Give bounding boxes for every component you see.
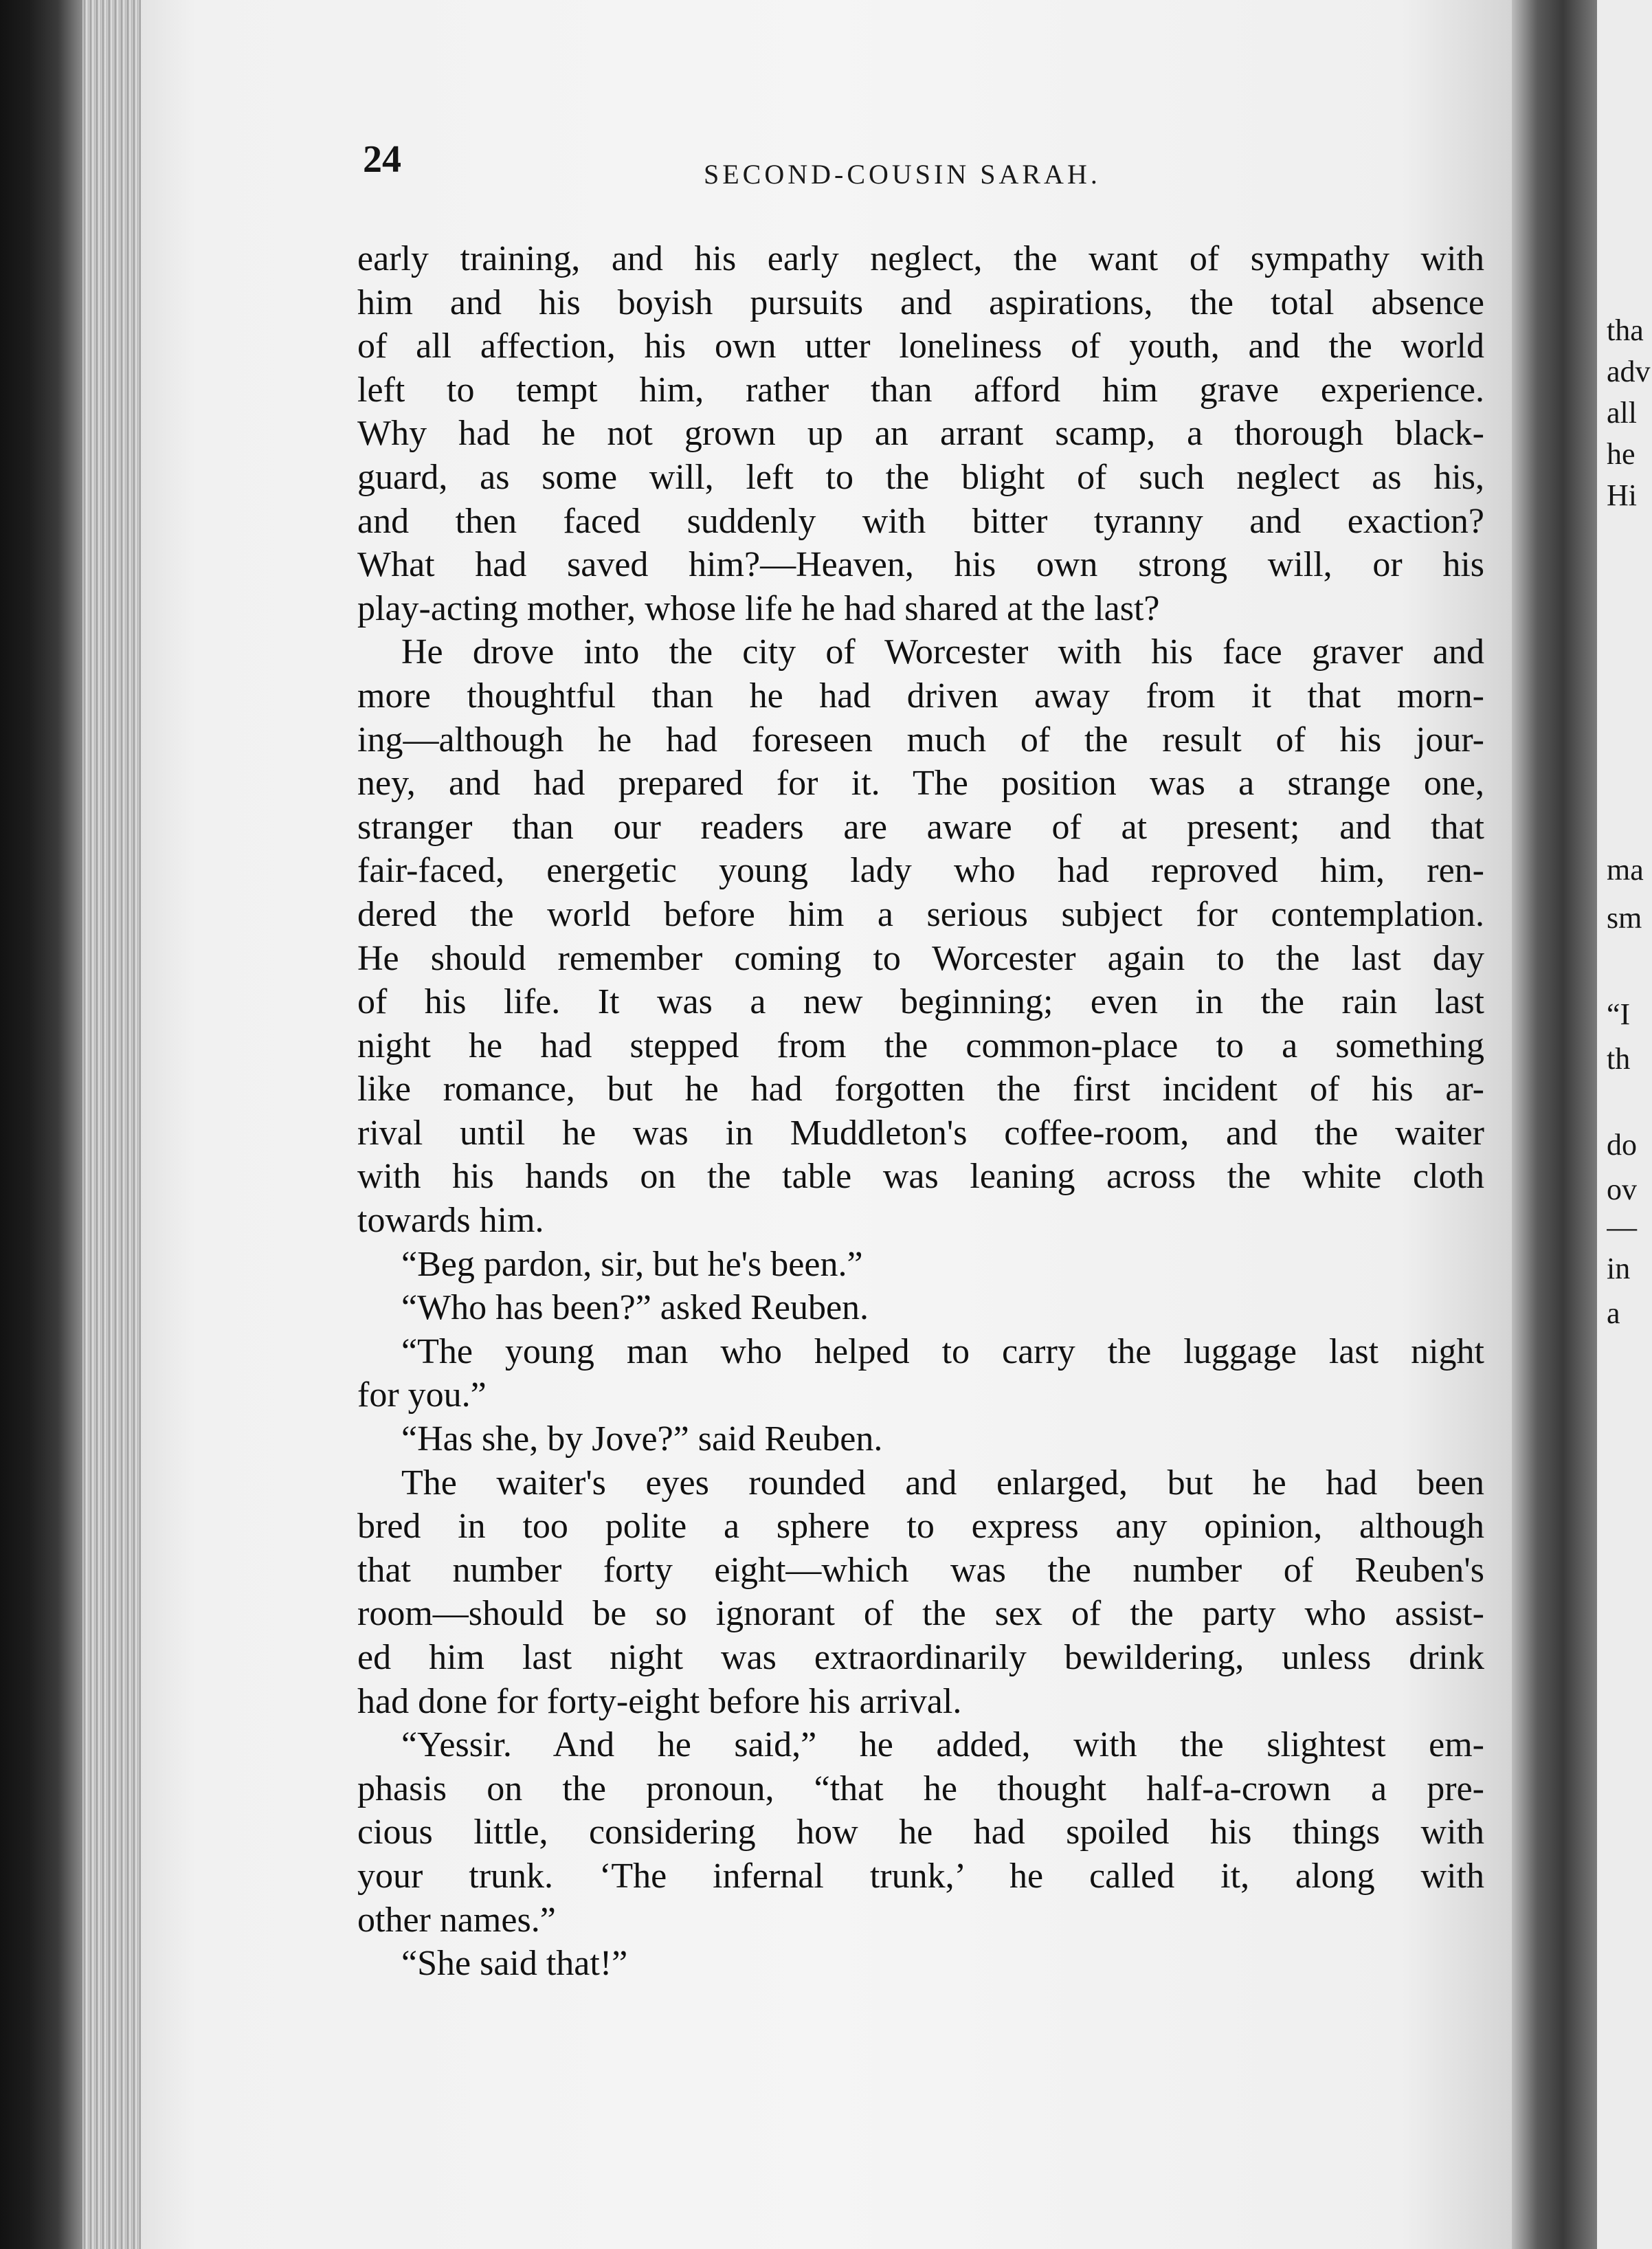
- text-line: that number forty eight—which was the number of Reuben's: [357, 1550, 1484, 1590]
- text-line: play-acting mother, whose life he had shared at the last?: [357, 588, 1160, 628]
- adjacent-text-fragment: Hi: [1607, 478, 1637, 512]
- adjacent-text-fragment: he: [1607, 437, 1636, 471]
- text-line: early training, and his early neglect, the want of sympathy with: [357, 239, 1484, 278]
- adjacent-text-fragment: do: [1607, 1128, 1637, 1162]
- page-number: 24: [363, 138, 401, 181]
- adjacent-text-fragment: —: [1607, 1210, 1637, 1244]
- book-gutter: [1512, 0, 1597, 2249]
- text-line: He drove into the city of Worcester with his face graver and: [401, 632, 1484, 672]
- text-line: more thoughtful than he had driven away from it that morn-: [357, 676, 1484, 716]
- text-line: with his hands on the table was leaning across the white cloth: [357, 1157, 1484, 1197]
- text-line: cious little, considering how he had spoiled his things with: [357, 1813, 1484, 1852]
- text-line: The waiter's eyes rounded and enlarged, but he had been: [401, 1463, 1484, 1503]
- text-line: “The young man who helped to carry the luggage last night: [401, 1331, 1484, 1371]
- text-line: ney, and had prepared for it. The position was a strange one,: [357, 764, 1484, 804]
- text-line: What had saved him?—Heaven, his own strong will, or his: [357, 545, 1484, 585]
- text-line: ing—although he had foreseen much of the result of his jour-: [357, 720, 1484, 760]
- page-body: [357, 237, 1484, 1986]
- text-line: for you.”: [357, 1375, 487, 1415]
- text-line: stranger than our readers are aware of at present; and that: [357, 807, 1484, 847]
- text-line: room—should be so ignorant of the sex of the party who assist-: [357, 1594, 1484, 1634]
- text-line: bred in too polite a sphere to express any opinion, although: [357, 1507, 1484, 1547]
- running-title: SECOND-COUSIN SARAH.: [704, 159, 1101, 190]
- text-line: of all affection, his own utter loneliness of youth, and the world: [357, 326, 1484, 366]
- page-header: [0, 137, 1652, 199]
- text-line: had done for forty-eight before his arrival.: [357, 1681, 962, 1721]
- adjacent-text-fragment: all: [1607, 396, 1637, 430]
- text-line: left to tempt him, rather than afford him grave experience.: [357, 370, 1484, 410]
- text-line: He should remember coming to Worcester again to the last day: [357, 938, 1484, 978]
- adjacent-text-fragment: th: [1607, 1042, 1631, 1076]
- text-line: “She said that!”: [401, 1944, 628, 1984]
- text-line: guard, as some will, left to the blight of such neglect as his,: [357, 457, 1484, 497]
- adjacent-text-fragment: adv: [1607, 355, 1651, 388]
- text-line: fair-faced, energetic young lady who had reproved him, ren-: [357, 851, 1484, 891]
- text-line: other names.”: [357, 1900, 556, 1940]
- adjacent-text-fragment: ov: [1607, 1173, 1637, 1206]
- text-line: “Has she, by Jove?” said Reuben.: [401, 1419, 883, 1459]
- adjacent-text-fragment: “I: [1607, 997, 1631, 1031]
- text-line: and then faced suddenly with bitter tyranny and exaction?: [357, 501, 1484, 541]
- adjacent-text-fragment: sm: [1607, 901, 1642, 935]
- text-line: him and his boyish pursuits and aspirations, the total absence: [357, 282, 1484, 322]
- adjacent-text-fragment: ma: [1607, 853, 1644, 887]
- adjacent-text-fragment: tha: [1607, 313, 1644, 347]
- text-line: “Yessir. And he said,” he added, with the slightest em-: [401, 1725, 1484, 1765]
- adjacent-page-text: [1607, 0, 1652, 2249]
- adjacent-text-fragment: a: [1607, 1296, 1620, 1330]
- text-line: Why had he not grown up an arrant scamp, a thorough black-: [357, 414, 1484, 454]
- page-edges: [82, 0, 144, 2249]
- text-line: towards him.: [357, 1201, 544, 1241]
- text-line: rival until he was in Muddleton's coffee-room, and the waiter: [357, 1113, 1484, 1153]
- text-line: dered the world before him a serious subject for contemplation.: [357, 894, 1484, 934]
- text-line: ed him last night was extraordinarily bewildering, unless drink: [357, 1638, 1484, 1677]
- text-line: your trunk. ‘The infernal trunk,’ he called it, along with: [357, 1856, 1484, 1896]
- text-line: “Who has been?” asked Reuben.: [401, 1288, 869, 1328]
- text-line: of his life. It was a new beginning; even in the rain last: [357, 982, 1484, 1022]
- text-line: phasis on the pronoun, “that he thought half-a-crown a pre-: [357, 1769, 1484, 1808]
- adjacent-text-fragment: in: [1607, 1252, 1631, 1285]
- text-line: “Beg pardon, sir, but he's been.”: [401, 1244, 863, 1284]
- text-line: like romance, but he had forgotten the first incident of his ar-: [357, 1070, 1484, 1109]
- book-cover-edge: [0, 0, 82, 2249]
- text-line: night he had stepped from the common-place to a something: [357, 1026, 1484, 1065]
